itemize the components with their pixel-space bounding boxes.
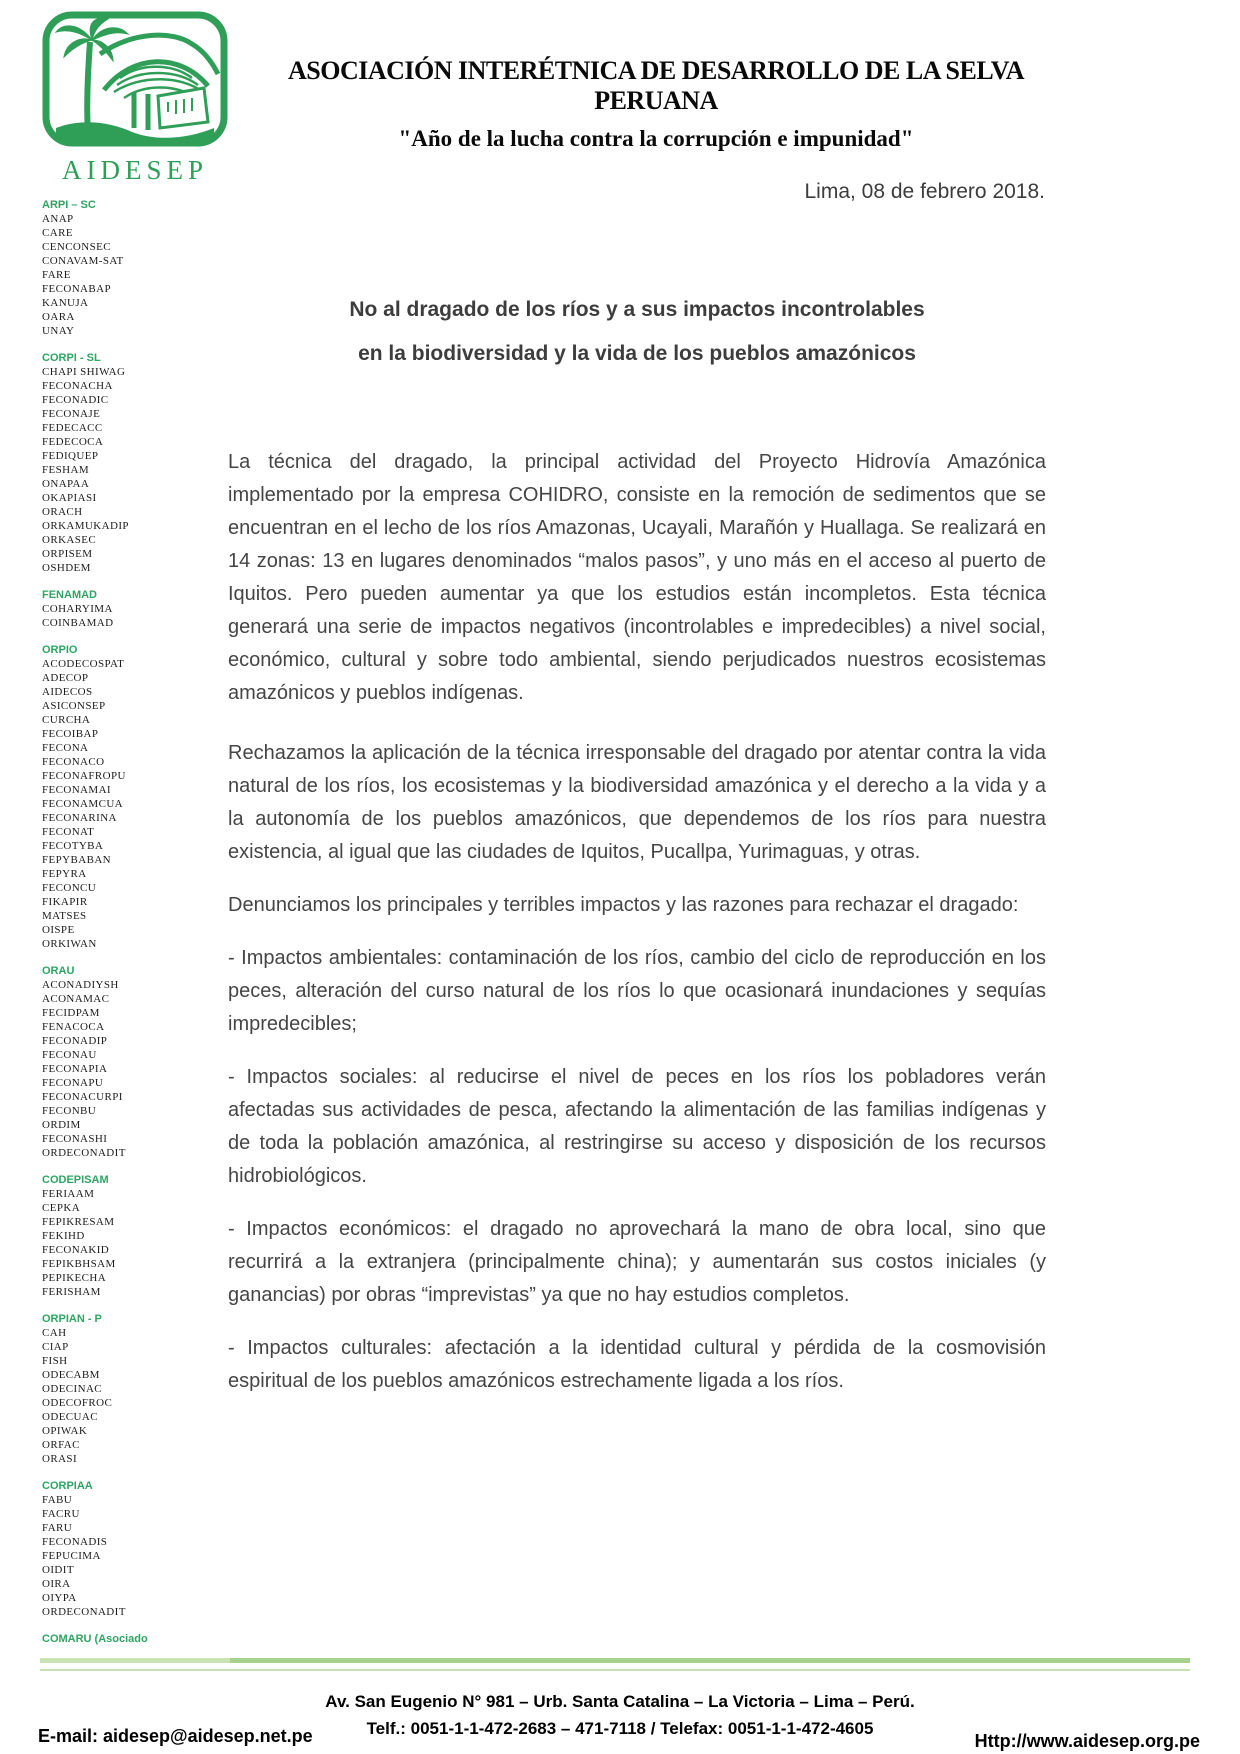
org-item: FEPYBABAN: [42, 854, 112, 866]
org-group-header: ORAU: [42, 965, 75, 977]
logo-block: [40, 10, 230, 186]
member-organizations-sidebar: [42, 198, 218, 1659]
org-item: FEDECOCA: [42, 436, 104, 448]
body-paragraph: Rechazamos la aplicación de la técnica irresponsable del dragado por atentar contra la vida natural de los ríos, los ecosistemas y la biodiversidad amazónica y el derecho a la vida y a la autonomía de los pueblos amazónicos, que dependemos de los ríos para nuestra existencia, al igual que las ciudades de Iquitos, Pucallpa, Yurimaguas, y otras.: [228, 742, 1046, 863]
org-item: FABU: [42, 1494, 73, 1506]
org-item: FECONAFROPU: [42, 770, 126, 782]
body-paragraph: - Impactos sociales: al reducirse el nivel de peces en los ríos los pobladores verán afectadas sus actividades de pesca, afectando la alimentación de las familias indígenas y de toda la población amazónica, al restringirse su acceso y disposición de los recursos hidrobiológicos.: [228, 1066, 1046, 1187]
org-item: CARE: [42, 227, 73, 239]
org-item: FECONAPU: [42, 1077, 104, 1089]
org-item: FECONASHI: [42, 1133, 108, 1145]
footer-separator-thin-line: [40, 1669, 1190, 1671]
org-group-header: FENAMAD: [42, 589, 97, 601]
org-item: ORASI: [42, 1453, 78, 1465]
org-item: FIKAPIR: [42, 896, 88, 908]
org-item: FECONCU: [42, 882, 97, 894]
org-item: FEPIKRESAM: [42, 1216, 115, 1228]
org-group-header: CODEPISAM: [42, 1174, 109, 1186]
org-item: CONAVAM-SAT: [42, 255, 124, 267]
org-item: FECIDPAM: [42, 1007, 100, 1019]
org-item: COINBAMAD: [42, 617, 114, 629]
org-item: CENCONSEC: [42, 241, 111, 253]
org-group: [42, 588, 218, 630]
logo-label: AIDESEP: [61, 155, 208, 185]
org-group-header: ORPIO: [42, 644, 78, 656]
org-item: PEPIKECHA: [42, 1272, 107, 1284]
aidesep-logo-icon: [40, 10, 230, 148]
org-item: FECONADIC: [42, 394, 109, 406]
footer-phones: Telf.: 0051-1-1-472-2683 – 471-7118 / Telefax: 0051-1-1-472-4605: [366, 1719, 874, 1738]
org-item: FEDECACC: [42, 422, 103, 434]
org-item: FECONBU: [42, 1105, 97, 1117]
org-item: OIDIT: [42, 1564, 74, 1576]
org-item: FECONACHA: [42, 380, 113, 392]
org-item: CURCHA: [42, 714, 91, 726]
org-item: ORFAC: [42, 1439, 80, 1451]
org-group: [42, 1632, 218, 1646]
org-item: FECONA: [42, 742, 89, 754]
org-group: [42, 1312, 218, 1466]
org-item: OARA: [42, 311, 75, 323]
body-paragraph: - Impactos económicos: el dragado no aprovechará la mano de obra local, sino que recurrirá a la extranjera (principalmente china); y aumentarán sus costos iniciales (y ganancias) por obras “imprevistas” ya que no hay estudios completos.: [228, 1218, 1046, 1306]
org-item: OISPE: [42, 924, 75, 936]
org-item: OSHDEM: [42, 562, 91, 574]
year-motto: "Año de la lucha contra la corrupción e impunidad": [398, 126, 914, 151]
org-item: ONAPAA: [42, 478, 90, 490]
org-item: AIDECOS: [42, 686, 93, 698]
org-item: FECONAPIA: [42, 1063, 108, 1075]
body-paragraph: - Impactos ambientales: contaminación de los ríos, cambio del ciclo de reproducción en los peces, alteración del curso natural de los ríos lo que ocasionará inundaciones y sequías impredecibles;: [228, 947, 1046, 1035]
body-paragraph: La técnica del dragado, la principal actividad del Proyecto Hidrovía Amazónica implementado por la empresa COHIDRO, consiste en la remoción de sedimentos que se encuentran en el lecho de los ríos Amazonas, Ucayali, Marañón y Huallaga. Se realizará en 14 zonas: 13 en lugares denominados “malos pasos”, y uno más en el acceso al puerto de Iquitos. Pero pueden aumentar ya que los estudios están incompletos. Esta técnica generará una serie de impactos negativos (incontrolables e impredecibles) a nivel social, económico, cultural y sobre todo ambiental, siendo perjudicados nuestros ecosistemas amazónicos y pueblos indígenas.: [228, 451, 1046, 704]
date-line: Lima, 08 de febrero 2018.: [804, 180, 1045, 203]
org-item: FERISHAM: [42, 1286, 101, 1298]
org-item: FECONAT: [42, 826, 95, 838]
org-item: FECONADIP: [42, 1035, 108, 1047]
body-paragraph: Denunciamos los principales y terribles impactos y las razones para rechazar el dragado:: [228, 894, 1019, 916]
org-item: ORDIM: [42, 1119, 81, 1131]
org-item: OPIWAK: [42, 1425, 88, 1437]
org-item: FECONARINA: [42, 812, 117, 824]
org-item: ADECOP: [42, 672, 89, 684]
org-group-header: COMARU (Asociado: [42, 1633, 148, 1645]
org-item: FECONAJE: [42, 408, 101, 420]
org-item: KANUJA: [42, 297, 89, 309]
statement-title-line1: No al dragado de los ríos y a sus impactos incontrolables: [349, 298, 925, 321]
footer-email: E-mail: aidesep@aidesep.net.pe: [38, 1726, 313, 1746]
footer-website: Http://www.aidesep.org.pe: [974, 1731, 1200, 1751]
body-paragraph: - Impactos culturales: afectación a la identidad cultural y pérdida de la cosmovisión espiritual de los pueblos amazónicos estrechamente ligada a los ríos.: [228, 1337, 1046, 1392]
org-group: [42, 351, 218, 575]
org-title: ASOCIACIÓN INTERÉTNICA DE DESARROLLO DE LA SELVA PERUANA: [288, 56, 1024, 115]
org-item: COHARYIMA: [42, 603, 113, 615]
org-item: FACRU: [42, 1508, 80, 1520]
org-item: ACODECOSPAT: [42, 658, 125, 670]
org-item: FENACOCA: [42, 1021, 105, 1033]
org-item: FECONACURPI: [42, 1091, 123, 1103]
org-item: FEDIQUEP: [42, 450, 99, 462]
org-item: FEPIKBHSAM: [42, 1258, 116, 1270]
org-item: FERIAAM: [42, 1188, 95, 1200]
org-item: ORKASEC: [42, 534, 97, 546]
org-item: ANAP: [42, 213, 74, 225]
org-item: ASICONSEP: [42, 700, 106, 712]
org-group: [42, 1479, 218, 1619]
org-item: ODECABM: [42, 1369, 100, 1381]
org-item: ORKAMUKADIP: [42, 520, 129, 532]
org-group-header: CORPI - SL: [42, 352, 101, 364]
org-item: ORKIWAN: [42, 938, 97, 950]
org-item: CAH: [42, 1327, 67, 1339]
org-item: OIYPA: [42, 1592, 77, 1604]
org-item: FEKIHD: [42, 1230, 85, 1242]
org-item: ACONADIYSH: [42, 979, 119, 991]
org-item: OKAPIASI: [42, 492, 97, 504]
org-group-header: CORPIAA: [42, 1480, 93, 1492]
org-item: MATSES: [42, 910, 87, 922]
org-item: ORDECONADIT: [42, 1606, 126, 1618]
statement-title: [228, 288, 1046, 376]
org-item: CHAPI SHIWAG: [42, 366, 126, 378]
org-item: OIRA: [42, 1578, 71, 1590]
org-item: ORDECONADIT: [42, 1147, 126, 1159]
org-item: ODECUAC: [42, 1411, 98, 1423]
org-item: ACONAMAC: [42, 993, 110, 1005]
org-item: FECONAMCUA: [42, 798, 124, 810]
footer-address: Av. San Eugenio N° 981 – Urb. Santa Catalina – La Victoria – Lima – Perú.: [325, 1692, 915, 1711]
org-group: [42, 964, 218, 1160]
org-item: ORACH: [42, 506, 83, 518]
footer-separator-left-segment: [40, 1658, 230, 1663]
org-item: FEPYRA: [42, 868, 87, 880]
org-group: [42, 198, 218, 338]
org-item: FARU: [42, 1522, 73, 1534]
org-group: [42, 643, 218, 951]
statement-title-line2: en la biodiversidad y la vida de los pueblos amazónicos: [358, 342, 916, 365]
org-item: ODECOFROC: [42, 1397, 113, 1409]
org-item: FEPUCIMA: [42, 1550, 101, 1562]
org-item: ODECINAC: [42, 1383, 103, 1395]
org-item: FECOIBAP: [42, 728, 99, 740]
org-item: FECONADIS: [42, 1536, 108, 1548]
org-item: FECONAMAI: [42, 784, 111, 796]
org-item: FECONAU: [42, 1049, 97, 1061]
org-item: FECOTYBA: [42, 840, 104, 852]
org-item: UNAY: [42, 325, 75, 337]
org-item: ORPISEM: [42, 548, 93, 560]
org-item: FISH: [42, 1355, 68, 1367]
org-item: FECONABAP: [42, 283, 112, 295]
org-item: FECONACO: [42, 756, 105, 768]
statement-body: [228, 446, 1046, 1418]
org-group-header: ARPI – SC: [42, 199, 96, 211]
org-item: FARE: [42, 269, 71, 281]
org-item: FECONAKID: [42, 1244, 110, 1256]
org-item: FESHAM: [42, 464, 90, 476]
org-group: [42, 1173, 218, 1299]
org-item: CIAP: [42, 1341, 69, 1353]
org-group-header: ORPIAN - P: [42, 1313, 102, 1325]
org-item: CEPKA: [42, 1202, 81, 1214]
